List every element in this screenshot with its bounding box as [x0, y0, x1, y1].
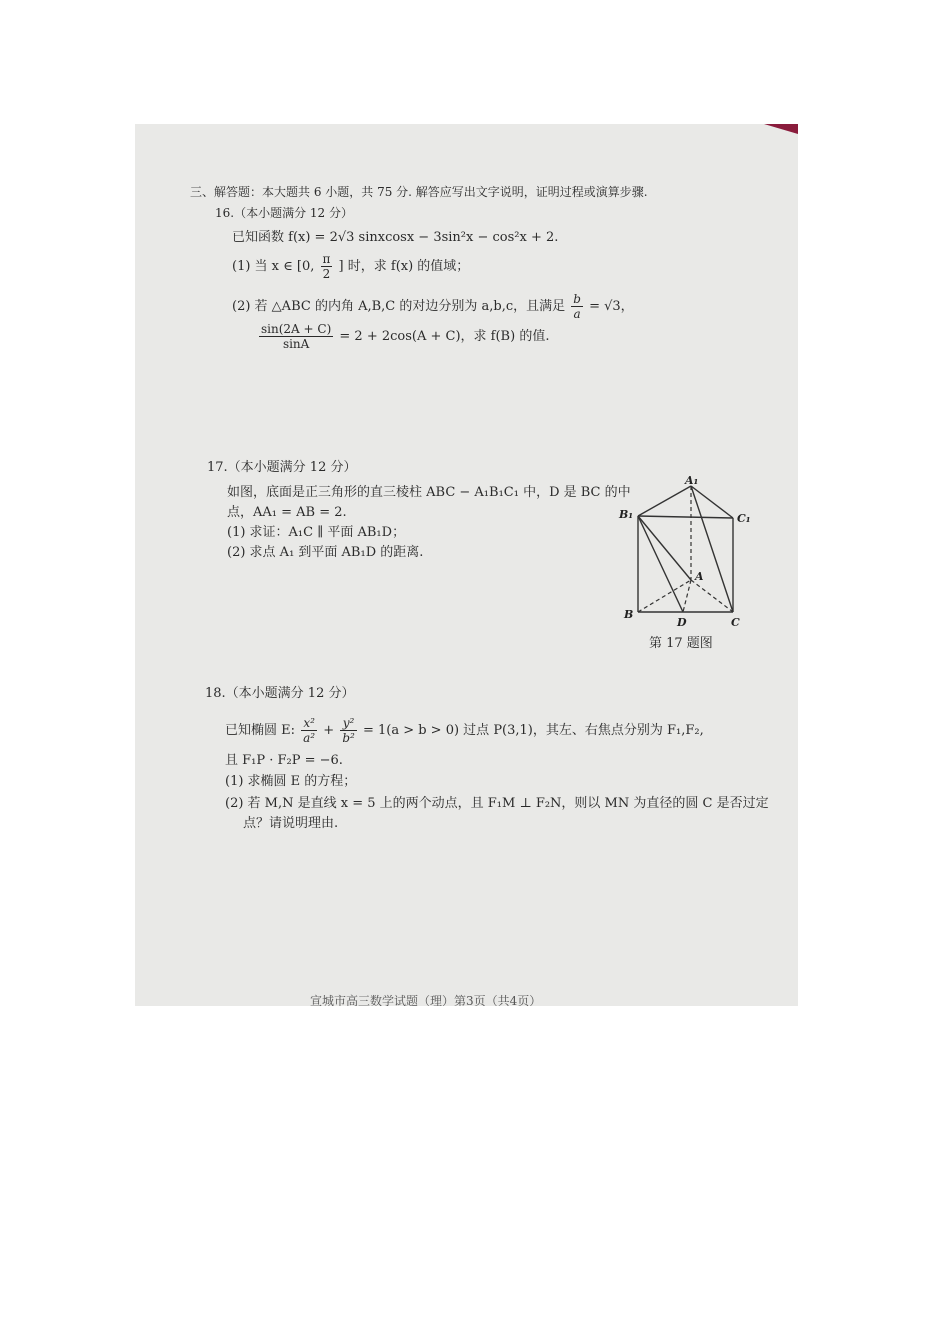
- edge-b1-d: [638, 516, 683, 612]
- label-c: C: [731, 616, 740, 629]
- figure-caption: 第 17 题图: [649, 636, 713, 651]
- q18-part2-b: 点？请说明理由.: [243, 816, 339, 831]
- prism-figure: [605, 474, 755, 634]
- q18-y-den: b²: [342, 731, 355, 745]
- q16-part2b-frac-den: sinA: [282, 337, 310, 351]
- q16-part2b-fraction: [259, 322, 333, 351]
- edge-b1-a: [638, 516, 691, 580]
- label-a: A: [695, 570, 704, 583]
- q18-y-fraction: [340, 716, 357, 745]
- q16-part1: [232, 252, 469, 281]
- q18-x-fraction: [301, 716, 317, 745]
- q16-part1-frac-num: π: [322, 252, 331, 266]
- edge-a1-c1: [691, 486, 733, 518]
- edge-a1-c: [691, 486, 733, 612]
- scanned-page-photo: [135, 124, 798, 1006]
- edge-b1-a1: [638, 486, 691, 516]
- q16-part2b-frac-num: sin(2A + C): [261, 322, 332, 336]
- q18-given-pre: 已知椭圆 E:: [225, 723, 296, 738]
- q16-part2-fraction: [571, 292, 583, 321]
- q18-line2: 且 F₁P · F₂P = −6.: [225, 753, 343, 768]
- edge-a-d: [683, 580, 691, 612]
- q16-part2: [232, 292, 634, 321]
- q17-line2: 点，AA₁ = AB = 2.: [227, 505, 347, 520]
- section-heading: 三、解答题：本大题共 6 小题，共 75 分. 解答应写出文字说明，证明过程或演算步骤.: [190, 185, 648, 199]
- q18-title: 18.（本小题满分 12 分）: [205, 686, 355, 701]
- edge-b1-c1: [638, 516, 733, 518]
- page-corner-mark: [764, 124, 798, 134]
- label-d: D: [677, 616, 687, 629]
- q16-part1-frac-den: 2: [322, 267, 331, 281]
- q17-title: 17.（本小题满分 12 分）: [207, 460, 357, 475]
- q18-x-num: x²: [301, 716, 317, 731]
- q16-given: 已知函数 f(x) = 2√3 sinxcosx − 3sin²x − cos²x + 2.: [232, 230, 559, 245]
- q18-given: [225, 716, 704, 745]
- q16-part2-frac-num: b: [573, 292, 581, 306]
- q17-part1: (1) 求证：A₁C ∥ 平面 AB₁D；: [227, 525, 406, 540]
- page-footer: 宣城市高三数学试题（理）第3页（共4页）: [310, 994, 542, 1006]
- q18-x-den: a²: [303, 731, 316, 745]
- q18-part1: (1) 求椭圆 E 的方程；: [225, 774, 357, 789]
- label-b1: B₁: [619, 508, 634, 521]
- q18-given-post: = 1(a > b > 0) 过点 P(3,1)，其左、右焦点分别为 F₁,F₂,: [362, 723, 704, 738]
- q16-part1-pre: (1) 当 x ∈ [0,: [232, 259, 315, 274]
- prism-diagram: [605, 474, 755, 634]
- q17-line1: 如图，底面是正三角形的直三棱柱 ABC − A₁B₁C₁ 中，D 是 BC 的中: [227, 485, 631, 500]
- edge-b-a: [638, 580, 691, 612]
- q16-part2-pre: (2) 若 △ABC 的内角 A,B,C 的对边分别为 a,b,c，且满足: [232, 299, 566, 314]
- q16-part1-post: ] 时，求 f(x) 的值域；: [338, 259, 470, 274]
- edge-a-c: [691, 580, 733, 612]
- q18-plus: +: [323, 723, 335, 738]
- q18-part2-a: (2) 若 M,N 是直线 x = 5 上的两个动点，且 F₁M ⊥ F₂N，则以 MN 为直径的圆 C 是否过定: [225, 796, 769, 811]
- label-b: B: [624, 608, 634, 621]
- q17-part2: (2) 求点 A₁ 到平面 AB₁D 的距离.: [227, 545, 424, 560]
- q16-part2b-post: = 2 + 2cos(A + C)，求 f(B) 的值.: [339, 329, 550, 344]
- q16-title: 16.（本小题满分 12 分）: [215, 206, 353, 220]
- label-a1: A₁: [685, 474, 699, 487]
- q16-part2-post: = √3，: [589, 299, 634, 314]
- label-c1: C₁: [737, 512, 751, 525]
- q16-part1-fraction: [321, 252, 333, 281]
- q16-part2-frac-den: a: [573, 307, 581, 321]
- q18-y-num: y²: [340, 716, 357, 731]
- q16-part2b: [257, 322, 549, 351]
